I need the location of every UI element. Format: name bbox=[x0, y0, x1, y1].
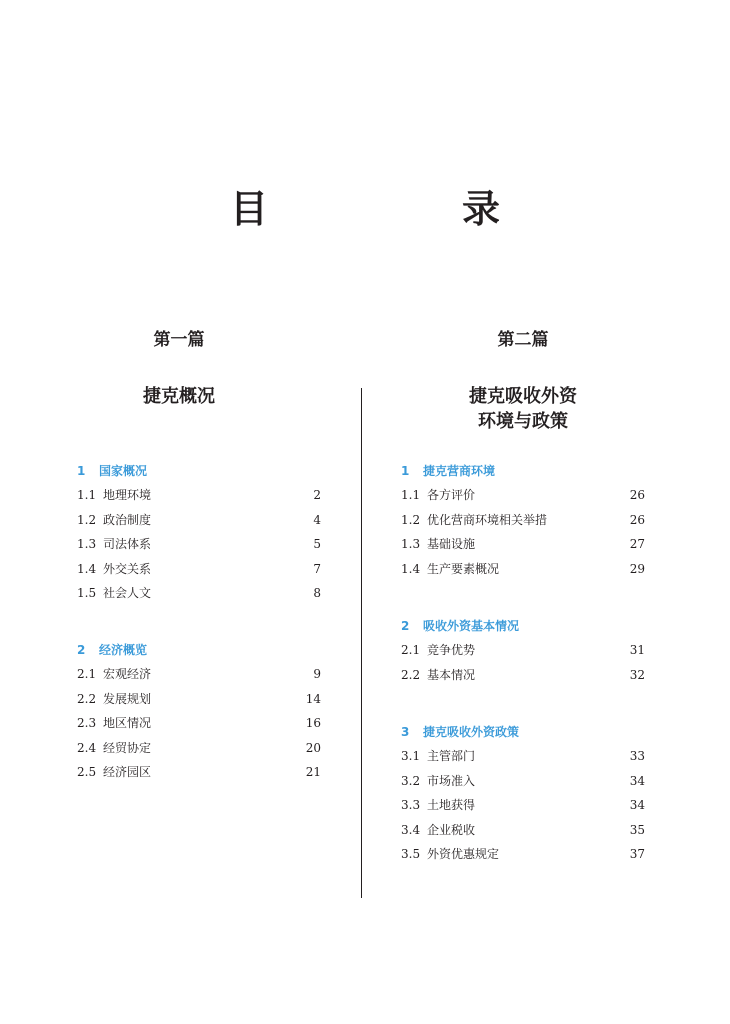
entry-title: 经贸协定 bbox=[103, 740, 152, 755]
toc-entry[interactable] bbox=[77, 557, 321, 582]
entry-title: 宏观经济 bbox=[103, 667, 152, 681]
entry-page: 9 bbox=[313, 667, 321, 681]
part-2-subtitle-line: 环境与政策 bbox=[478, 411, 568, 432]
entry-title: 生产要素概况 bbox=[427, 561, 500, 576]
entry-title: 地理环境 bbox=[103, 488, 152, 502]
entry-page: 34 bbox=[629, 798, 645, 812]
entry-page: 31 bbox=[629, 643, 645, 657]
toc-entry[interactable] bbox=[401, 557, 645, 582]
entry-number: 2.4 bbox=[77, 740, 97, 755]
section-title: 捷克吸收外资政策 bbox=[423, 725, 520, 739]
toc-entry[interactable] bbox=[401, 532, 645, 557]
entry-title: 政治制度 bbox=[103, 512, 152, 527]
entry-page: 37 bbox=[629, 847, 645, 861]
entry-page: 7 bbox=[313, 561, 321, 576]
entry-number: 3.2 bbox=[401, 773, 421, 788]
section-heading[interactable] bbox=[401, 459, 645, 483]
entry-title: 司法体系 bbox=[103, 537, 152, 551]
entry-number: 1.1 bbox=[401, 488, 421, 502]
entry-title: 基本情况 bbox=[427, 667, 476, 682]
section-number: 2 bbox=[401, 619, 410, 633]
part-1-subtitle bbox=[57, 384, 301, 409]
toc-entry[interactable] bbox=[401, 744, 645, 769]
toc-entry[interactable] bbox=[77, 532, 321, 557]
entry-title: 市场准入 bbox=[427, 773, 476, 788]
part-2-subtitle-line: 捷克吸收外资 bbox=[469, 386, 577, 407]
section-number: 1 bbox=[401, 464, 410, 478]
toc-entry[interactable] bbox=[401, 508, 645, 533]
toc-entry[interactable] bbox=[401, 769, 645, 794]
entry-number: 1.4 bbox=[77, 561, 97, 576]
section-number: 1 bbox=[77, 464, 86, 478]
entry-title: 发展规划 bbox=[103, 691, 152, 706]
toc-entry[interactable] bbox=[401, 793, 645, 818]
entry-page: 14 bbox=[305, 691, 321, 706]
entry-title: 基础设施 bbox=[427, 537, 476, 551]
entry-number: 3.3 bbox=[401, 798, 421, 812]
toc-entry[interactable] bbox=[77, 483, 321, 508]
entry-number: 1.2 bbox=[401, 512, 421, 527]
entry-title: 企业税收 bbox=[427, 822, 476, 837]
section-title: 国家概况 bbox=[99, 464, 148, 478]
toc-section bbox=[401, 614, 645, 687]
entry-title: 经济园区 bbox=[103, 765, 152, 779]
page-title: 目 录 bbox=[229, 186, 578, 231]
toc-entry[interactable] bbox=[77, 508, 321, 533]
entry-page: 8 bbox=[313, 586, 321, 600]
toc-entry[interactable] bbox=[77, 687, 321, 712]
toc-section bbox=[401, 459, 645, 581]
entry-page: 26 bbox=[629, 512, 645, 527]
entry-number: 2.2 bbox=[77, 691, 97, 706]
entry-number: 3.1 bbox=[401, 749, 421, 763]
entry-number: 1.2 bbox=[77, 512, 97, 527]
toc-entry[interactable] bbox=[77, 736, 321, 761]
toc-entry[interactable] bbox=[401, 842, 645, 867]
entry-page: 33 bbox=[629, 749, 645, 763]
entry-number: 2.1 bbox=[77, 667, 97, 681]
section-heading[interactable] bbox=[401, 720, 645, 744]
entry-title: 竞争优势 bbox=[427, 643, 476, 657]
entry-page: 26 bbox=[629, 488, 645, 502]
column-divider bbox=[361, 388, 362, 898]
section-number: 2 bbox=[77, 643, 86, 657]
entry-page: 27 bbox=[629, 537, 645, 551]
entry-title: 优化营商环境相关举措 bbox=[427, 512, 548, 527]
section-number: 3 bbox=[401, 725, 410, 739]
entry-number: 3.4 bbox=[401, 822, 421, 837]
entry-number: 1.1 bbox=[77, 488, 97, 502]
toc-entry[interactable] bbox=[77, 711, 321, 736]
entry-title: 地区情况 bbox=[103, 716, 152, 730]
entry-page: 34 bbox=[629, 773, 645, 788]
entry-number: 3.5 bbox=[401, 847, 421, 861]
entry-page: 29 bbox=[629, 561, 645, 576]
toc-entry[interactable] bbox=[77, 581, 321, 606]
section-title: 吸收外资基本情况 bbox=[423, 619, 520, 633]
entry-page: 20 bbox=[305, 740, 321, 755]
part-2-label: 第二篇 bbox=[497, 330, 549, 350]
section-heading[interactable] bbox=[401, 614, 645, 638]
entry-page: 32 bbox=[629, 667, 645, 682]
toc-section bbox=[401, 720, 645, 867]
part-2-subtitle bbox=[401, 384, 645, 434]
section-title: 捷克营商环境 bbox=[423, 464, 496, 478]
section-title: 经济概览 bbox=[99, 643, 148, 657]
entry-title: 主管部门 bbox=[427, 749, 476, 763]
entry-number: 1.3 bbox=[401, 537, 421, 551]
toc-entry[interactable] bbox=[401, 663, 645, 688]
entry-number: 2.2 bbox=[401, 667, 421, 682]
part-1-label: 第一篇 bbox=[153, 330, 205, 350]
entry-title: 土地获得 bbox=[427, 798, 476, 812]
entry-number: 1.4 bbox=[401, 561, 421, 576]
entry-title: 社会人文 bbox=[103, 586, 152, 600]
entry-page: 2 bbox=[313, 488, 321, 502]
toc-entry[interactable] bbox=[77, 760, 321, 785]
entry-title: 外交关系 bbox=[103, 561, 152, 576]
entry-number: 1.5 bbox=[77, 586, 97, 600]
entry-number: 2.5 bbox=[77, 765, 97, 779]
entry-page: 4 bbox=[313, 512, 321, 527]
toc-entry[interactable] bbox=[77, 662, 321, 687]
section-heading[interactable] bbox=[77, 459, 321, 483]
entry-title: 外资优惠规定 bbox=[427, 847, 500, 861]
section-heading[interactable] bbox=[77, 638, 321, 662]
entry-page: 35 bbox=[629, 822, 645, 837]
toc-section bbox=[77, 638, 321, 785]
toc-entry[interactable] bbox=[401, 483, 645, 508]
toc-section bbox=[77, 459, 321, 606]
entry-title: 各方评价 bbox=[427, 488, 476, 502]
entry-number: 2.3 bbox=[77, 716, 97, 730]
entry-number: 1.3 bbox=[77, 537, 97, 551]
toc-entry[interactable] bbox=[401, 818, 645, 843]
entry-page: 5 bbox=[313, 537, 321, 551]
toc-entry[interactable] bbox=[401, 638, 645, 663]
entry-page: 21 bbox=[305, 765, 321, 779]
part-1-subtitle-line: 捷克概况 bbox=[143, 386, 215, 407]
entry-number: 2.1 bbox=[401, 643, 421, 657]
entry-page: 16 bbox=[305, 716, 321, 730]
